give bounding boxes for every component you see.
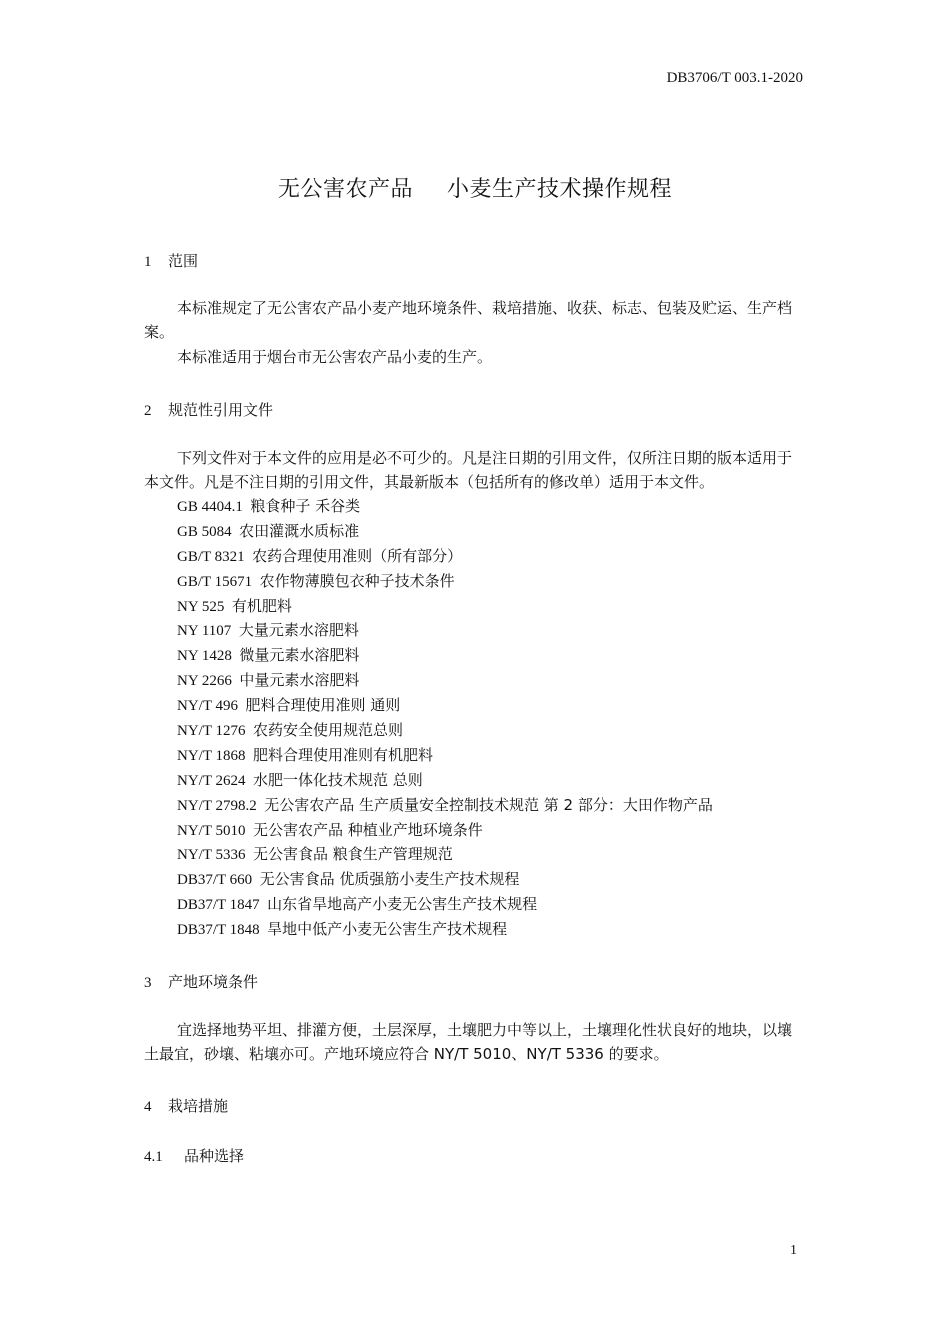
reference-code: GB/T 15671 xyxy=(177,573,253,590)
reference-code: NY/T 1276 xyxy=(177,723,246,740)
reference-title: 无公害食品 粮食生产管理规范 xyxy=(252,845,453,864)
reference-title: 肥料合理使用准则 通则 xyxy=(245,696,401,715)
reference-code: DB37/T 1848 xyxy=(177,922,260,939)
reference-item xyxy=(177,718,713,743)
section-2-heading xyxy=(144,399,273,420)
reference-code: DB37/T 1847 xyxy=(177,897,260,914)
reference-item xyxy=(177,768,713,793)
reference-item xyxy=(177,668,713,693)
subsection-title: 品种选择 xyxy=(184,1147,245,1165)
section-4-heading xyxy=(144,1095,228,1116)
reference-code: NY/T 2624 xyxy=(177,772,246,789)
reference-title: 农药合理使用准则（所有部分） xyxy=(252,546,463,565)
subsection-4-1-heading xyxy=(144,1145,244,1166)
reference-title: 有机肥料 xyxy=(231,596,292,615)
reference-item xyxy=(177,917,713,942)
reference-code: GB/T 8321 xyxy=(177,548,245,565)
reference-code: NY 1428 xyxy=(177,648,232,665)
reference-item xyxy=(177,793,713,818)
reference-code: NY/T 496 xyxy=(177,698,238,715)
reference-item xyxy=(177,743,713,768)
title-part-1: 无公害农产品 xyxy=(277,177,413,202)
reference-title: 无公害农产品 种植业产地环境条件 xyxy=(252,820,483,839)
reference-item xyxy=(177,818,713,843)
document-title xyxy=(0,172,950,203)
reference-title: 旱地中低产小麦无公害生产技术规程 xyxy=(267,920,508,939)
subsection-number: 4.1 xyxy=(144,1149,163,1165)
section-number: 4 xyxy=(144,1099,152,1115)
reference-item xyxy=(177,693,713,718)
reference-code: NY 525 xyxy=(177,598,225,615)
section-number: 2 xyxy=(144,403,152,419)
reference-code: NY/T 2798.2 xyxy=(177,797,257,814)
reference-title: 无公害农产品 生产质量安全控制技术规范 第 2 部分：大田作物产品 xyxy=(264,795,713,814)
reference-code: NY/T 5336 xyxy=(177,847,246,864)
section-title: 规范性引用文件 xyxy=(168,401,274,419)
reference-code: NY/T 5010 xyxy=(177,822,246,839)
reference-title: 水肥一体化技术规范 总则 xyxy=(252,770,423,789)
document-code: DB3706/T 003.1-2020 xyxy=(666,70,803,86)
section-title: 产地环境条件 xyxy=(168,973,259,991)
reference-title: 山东省旱地高产小麦无公害生产技术规程 xyxy=(267,895,538,914)
section-1-heading xyxy=(144,250,198,271)
reference-title: 大量元素水溶肥料 xyxy=(238,621,359,640)
section-3-paragraph: 宜选择地势平坦、排灌方便，土层深厚，土壤肥力中等以上，土壤理化性状良好的地块，以壤土最宜，砂壤、粘壤亦可。产地环境应符合 NY/T 5010、NY/T 5336 的要求。 xyxy=(144,1021,793,1063)
title-part-2: 小麦生产技术操作规程 xyxy=(447,177,673,202)
section-1-paragraph-2: 本标准适用于烟台市无公害农产品小麦的生产。 xyxy=(177,348,493,366)
reference-title: 无公害食品 优质强筋小麦生产技术规程 xyxy=(259,870,520,889)
reference-item xyxy=(177,867,713,892)
section-1-paragraph-1: 本标准规定了无公害农产品小麦产地环境条件、栽培措施、收获、标志、包装及贮运、生产档案。 xyxy=(144,299,793,341)
reference-list xyxy=(177,494,713,942)
reference-code: NY 1107 xyxy=(177,623,232,640)
reference-item xyxy=(177,494,713,519)
reference-title: 微量元素水溶肥料 xyxy=(239,646,360,665)
reference-code: GB 4404.1 xyxy=(177,499,243,515)
reference-title: 粮食种子 禾谷类 xyxy=(250,497,361,515)
section-number: 3 xyxy=(144,975,152,991)
reference-item xyxy=(177,892,713,917)
reference-code: NY/T 1868 xyxy=(177,747,246,764)
section-title: 栽培措施 xyxy=(168,1097,229,1115)
section-2-intro: 下列文件对于本文件的应用是必不可少的。凡是注日期的引用文件，仅所注日期的版本适用于本文件。凡是不注日期的引用文件，其最新版本（包括所有的修改单）适用于本文件。 xyxy=(144,449,793,491)
section-title: 范围 xyxy=(168,252,199,270)
reference-item xyxy=(177,569,713,594)
reference-title: 中量元素水溶肥料 xyxy=(239,671,360,690)
reference-title: 农作物薄膜包衣种子技术条件 xyxy=(259,571,455,590)
reference-item xyxy=(177,618,713,643)
section-3-heading xyxy=(144,971,258,992)
reference-title: 农田灌溉水质标准 xyxy=(239,521,360,540)
reference-title: 肥料合理使用准则有机肥料 xyxy=(252,745,433,764)
reference-code: DB37/T 660 xyxy=(177,872,253,889)
page-number: 1 xyxy=(790,1243,797,1258)
reference-item xyxy=(177,643,713,668)
reference-code: GB 5084 xyxy=(177,523,232,540)
reference-item xyxy=(177,544,713,569)
reference-item xyxy=(177,594,713,619)
reference-item xyxy=(177,519,713,544)
reference-code: NY 2266 xyxy=(177,673,232,690)
reference-item xyxy=(177,842,713,867)
section-number: 1 xyxy=(144,254,152,270)
reference-title: 农药安全使用规范总则 xyxy=(252,721,403,740)
